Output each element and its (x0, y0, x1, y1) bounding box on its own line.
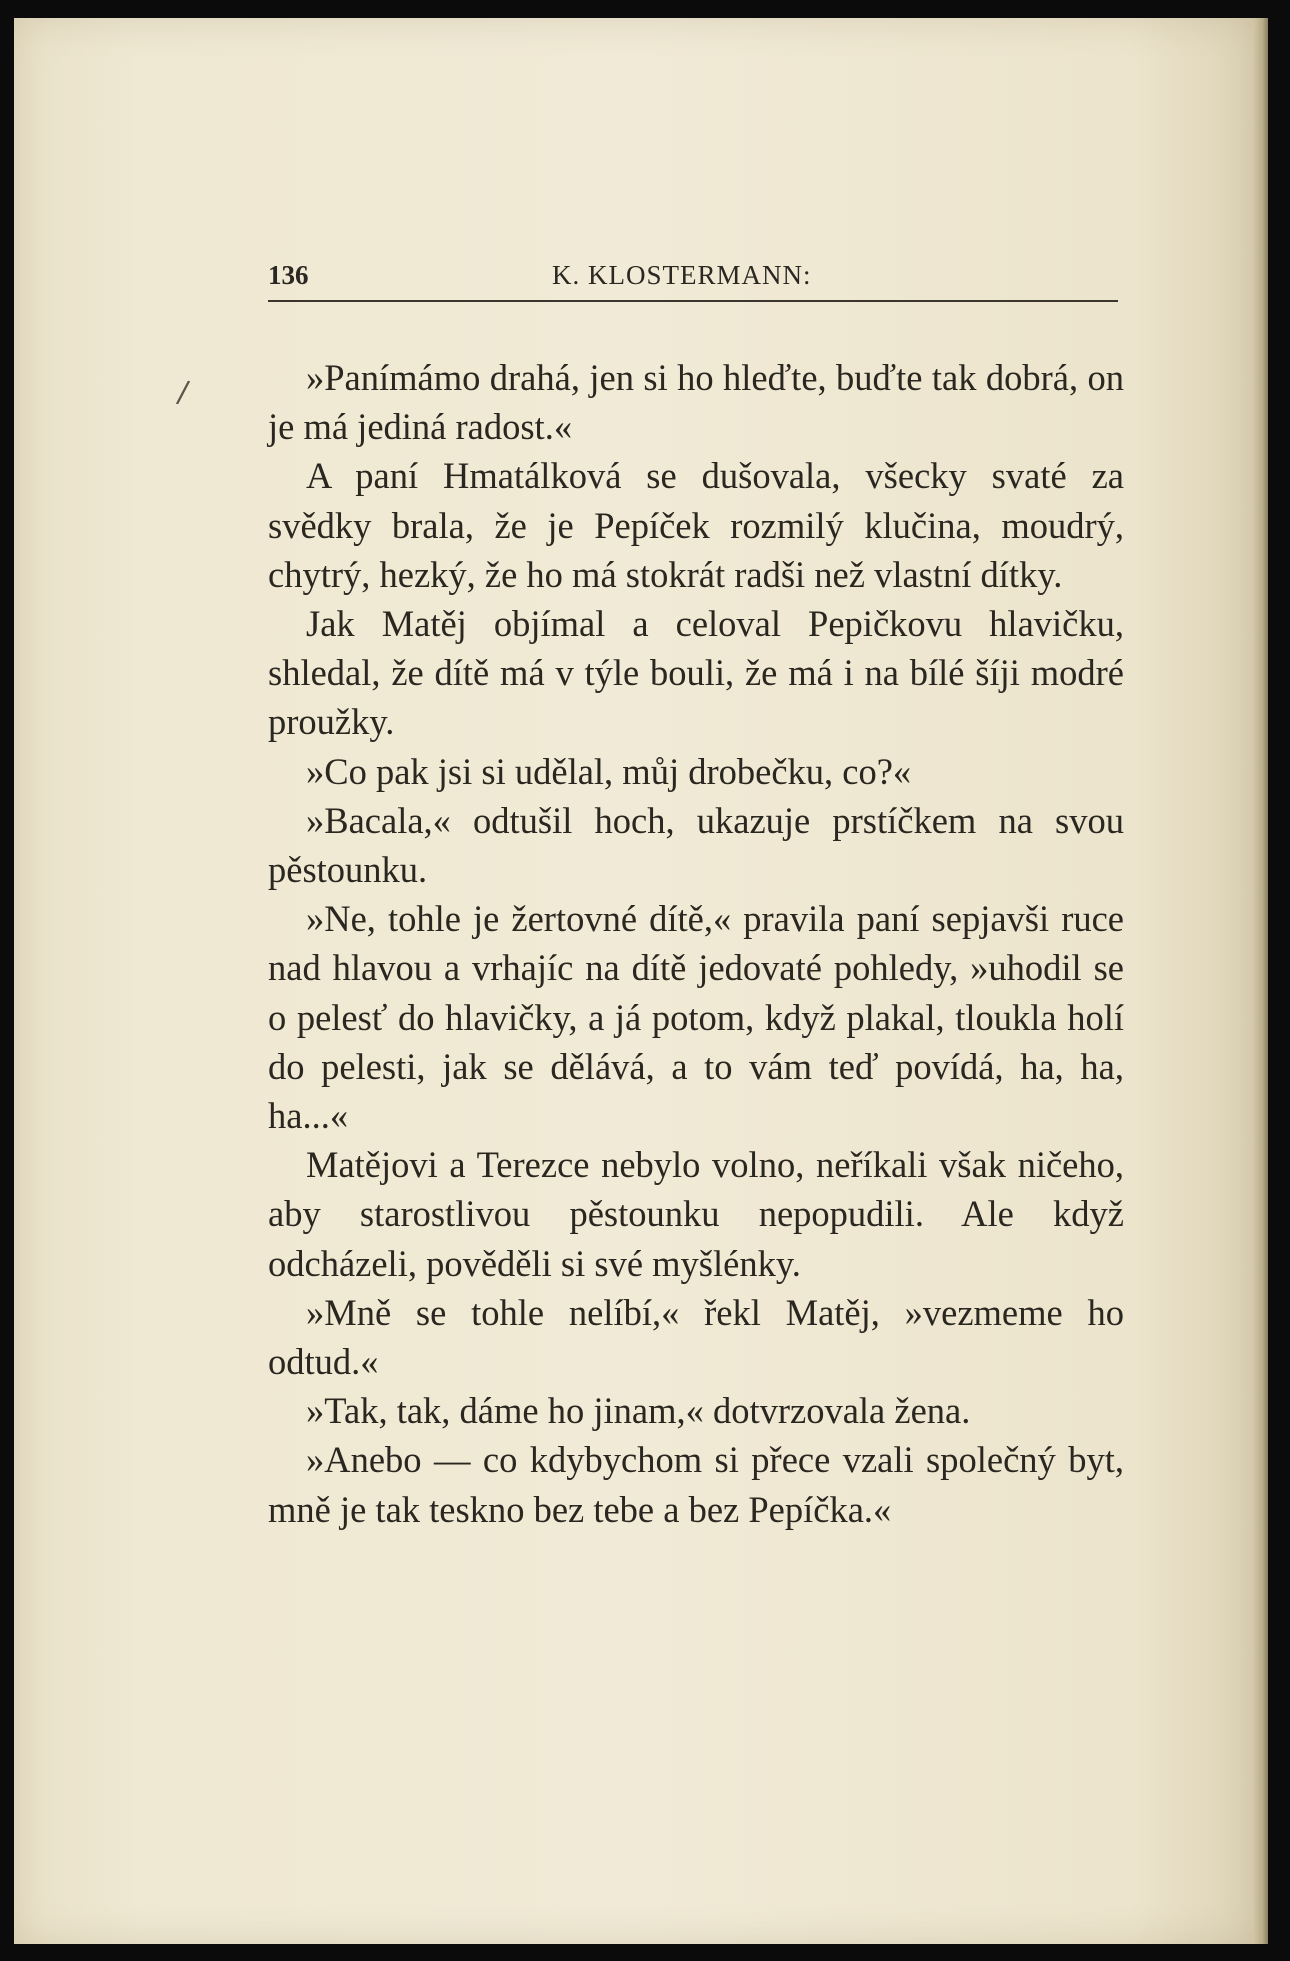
paragraph: »Bacala,« odtušil hoch, ukazuje prstíčkem na svou pěstounku. (268, 799, 1124, 891)
body-text (268, 353, 1124, 1534)
paragraph: Matějovi a Terezce nebylo volno, neříkali však ničeho, aby starostlivou pěstounku nepopudili. Ale když odcházeli, pověděli si své myšlénky. (268, 1144, 1124, 1284)
page-header (268, 256, 1118, 300)
paragraph: »Tak, tak, dáme ho jinam,« dotvrzovala žena. (306, 1390, 971, 1432)
paragraph: »Panímámo drahá, jen si ho hleďte, buďte tak dobrá, on je má jediná radost.« (268, 357, 1124, 448)
paragraph: »Ne, tohle je žertovné dítě,« pravila paní sepjavši ruce nad hlavou a vrhajíc na dítě jedovaté pohledy, »uhodil se o pelesť do hlavičky, a já potom, když plakal, tloukla holí do pelesti, jak se dělává, a to vám teď povídá, ha, ha, ha...« (268, 898, 1124, 1137)
paragraph: A paní Hmatálková se dušovala, všecky svaté za svědky brala, že je Pepíček rozmilý klučina, moudrý, chytrý, hezký, že ho má stokrát radši než vlastní dítky. (268, 455, 1124, 595)
paragraph: »Co pak jsi si udělal, můj drobečku, co?« (306, 750, 912, 792)
paragraph: »Anebo — co kdybychom si přece vzali společný byt, mně je tak teskno bez tebe a bez Pepíčka.« (268, 1439, 1124, 1530)
running-head: K. KLOSTERMANN: (552, 260, 812, 290)
page-edge (1254, 18, 1268, 1944)
page-number: 136 (268, 260, 309, 290)
paragraph: »Mně se tohle nelíbí,« řekl Matěj, »vezmeme ho odtud.« (268, 1291, 1124, 1383)
margin-pencil-mark: / (175, 374, 192, 411)
header-rule (268, 300, 1118, 302)
paragraph: Jak Matěj objímal a celoval Pepičkovu hlavičku, shledal, že dítě má v týle bouli, že má i na bílé šíji modré proužky. (268, 603, 1124, 743)
